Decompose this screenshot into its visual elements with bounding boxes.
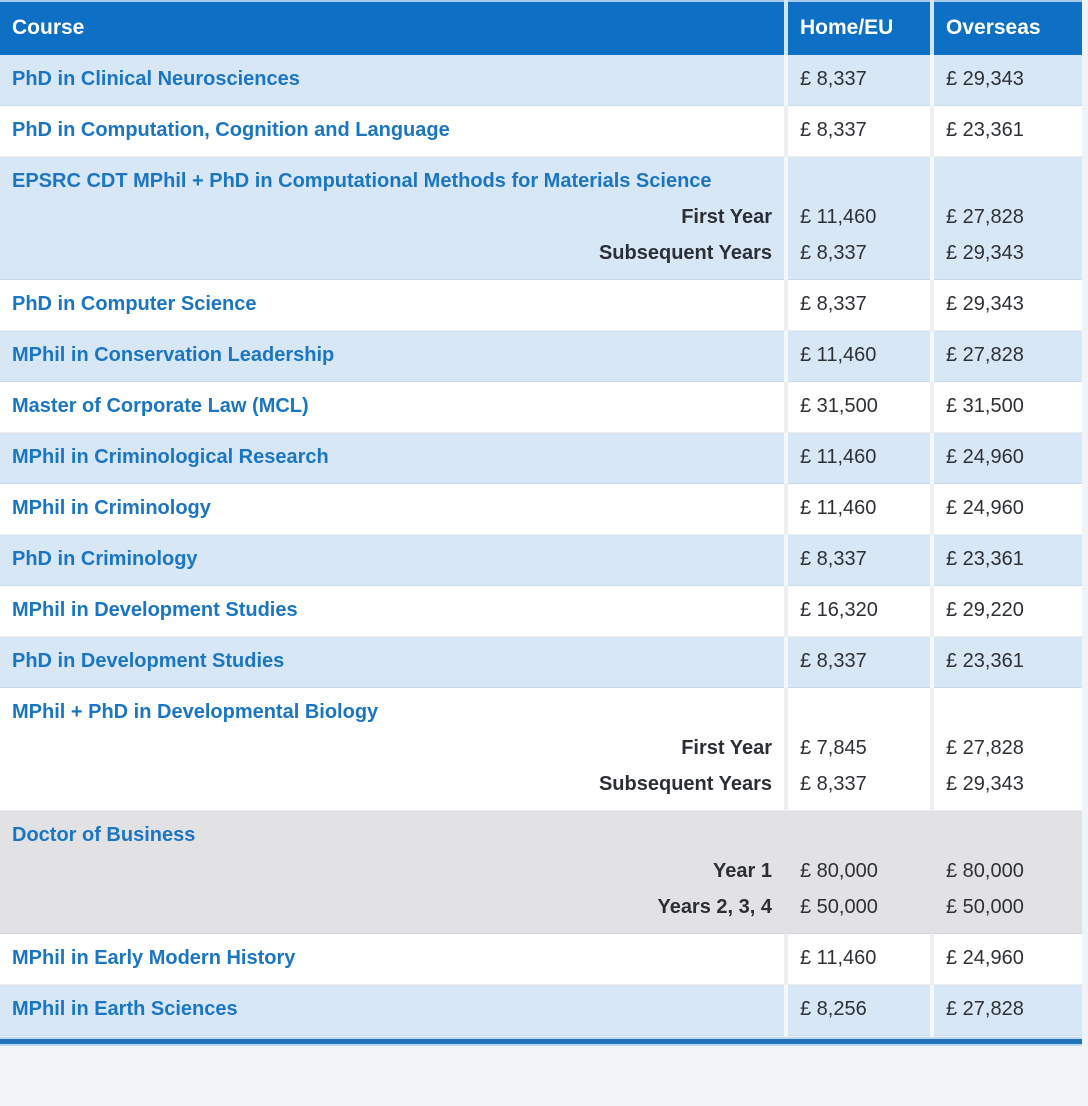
overseas-cell [932, 985, 1082, 1036]
overseas-cell [932, 106, 1082, 157]
subrow-label: Years 2, 3, 4 [657, 896, 772, 918]
course-link[interactable]: MPhil in Criminology [12, 497, 211, 519]
table-row [0, 934, 1082, 985]
overseas-cell [932, 637, 1082, 688]
home-eu-fee: £ 31,500 [800, 395, 878, 417]
home-eu-fee: £ 8,337 [800, 548, 867, 570]
overseas-fee: £ 27,828 [946, 206, 1024, 228]
table-header [0, 1, 1082, 55]
home-eu-fee: £ 11,460 [800, 344, 877, 366]
overseas-cell [932, 280, 1082, 331]
overseas-fee: £ 23,361 [946, 119, 1024, 141]
course-cell [0, 106, 786, 157]
home-eu-fee: £ 8,337 [800, 68, 867, 90]
home-eu-fee: £ 8,337 [800, 242, 867, 264]
overseas-cell [932, 535, 1082, 586]
home-eu-cell [786, 433, 932, 484]
overseas-fee: £ 23,361 [946, 548, 1024, 570]
overseas-fee: £ 29,343 [946, 293, 1024, 315]
overseas-fee: £ 27,828 [946, 737, 1024, 759]
overseas-fee: £ 29,220 [946, 599, 1024, 621]
overseas-fee: £ 24,960 [946, 446, 1024, 468]
table-row [0, 484, 1082, 535]
table-row [0, 55, 1082, 106]
home-eu-cell [786, 331, 932, 382]
course-cell [0, 811, 786, 934]
course-cell [0, 985, 786, 1036]
home-eu-fee: £ 50,000 [800, 896, 878, 918]
overseas-fee: £ 24,960 [946, 497, 1024, 519]
home-eu-fee: £ 11,460 [800, 497, 877, 519]
table-row [0, 331, 1082, 382]
home-eu-cell [786, 934, 932, 985]
overseas-fee: £ 24,960 [946, 947, 1024, 969]
table-row [0, 586, 1082, 637]
column-header-home-eu: Home/EU [786, 1, 932, 55]
course-link[interactable]: MPhil in Earth Sciences [12, 998, 238, 1020]
course-link[interactable]: MPhil + PhD in Developmental Biology [12, 701, 379, 723]
home-eu-cell [786, 688, 932, 811]
overseas-cell [932, 484, 1082, 535]
course-link[interactable]: MPhil in Early Modern History [12, 947, 296, 969]
course-link[interactable]: MPhil in Development Studies [12, 599, 298, 621]
column-header-overseas: Overseas [932, 1, 1082, 55]
overseas-cell [932, 586, 1082, 637]
home-eu-fee: £ 8,337 [800, 293, 867, 315]
subrow-label: First Year [681, 737, 772, 759]
table-row [0, 157, 1082, 280]
course-cell [0, 688, 786, 811]
course-link[interactable]: PhD in Computer Science [12, 293, 257, 315]
subrow-label: Subsequent Years [598, 242, 772, 264]
overseas-fee: £ 27,828 [946, 344, 1024, 366]
home-eu-fee: £ 80,000 [800, 860, 878, 882]
course-link[interactable]: MPhil in Conservation Leadership [12, 344, 335, 366]
home-eu-cell [786, 280, 932, 331]
overseas-fee: £ 80,000 [946, 860, 1024, 882]
course-link[interactable]: MPhil in Criminological Research [12, 446, 329, 468]
home-eu-fee: £ 7,845 [800, 737, 867, 759]
course-link[interactable]: PhD in Computation, Cognition and Language [12, 119, 450, 141]
home-eu-cell [786, 985, 932, 1036]
home-eu-fee: £ 11,460 [800, 446, 877, 468]
course-cell [0, 637, 786, 688]
home-eu-cell [786, 106, 932, 157]
overseas-fee: £ 29,343 [946, 773, 1024, 795]
overseas-cell [932, 433, 1082, 484]
table-row [0, 433, 1082, 484]
subrow-label: Subsequent Years [598, 773, 772, 795]
subrow-label: First Year [681, 206, 772, 228]
overseas-fee: £ 50,000 [946, 896, 1024, 918]
overseas-fee: £ 23,361 [946, 650, 1024, 672]
overseas-cell [932, 331, 1082, 382]
table-bottom-border [0, 1037, 1082, 1046]
course-cell [0, 55, 786, 106]
home-eu-cell [786, 637, 932, 688]
course-cell [0, 484, 786, 535]
course-cell [0, 331, 786, 382]
overseas-cell [932, 382, 1082, 433]
home-eu-fee: £ 8,337 [800, 119, 867, 141]
course-cell [0, 382, 786, 433]
table-row [0, 535, 1082, 586]
course-link[interactable]: PhD in Criminology [12, 548, 198, 570]
overseas-cell [932, 55, 1082, 106]
home-eu-fee: £ 8,337 [800, 650, 867, 672]
home-eu-fee: £ 8,256 [800, 998, 867, 1020]
overseas-fee: £ 29,343 [946, 68, 1024, 90]
overseas-cell [932, 157, 1082, 280]
overseas-cell [932, 811, 1082, 934]
home-eu-fee: £ 16,320 [800, 599, 878, 621]
course-link[interactable]: PhD in Clinical Neurosciences [12, 68, 300, 90]
home-eu-fee: £ 11,460 [800, 206, 877, 228]
home-eu-cell [786, 484, 932, 535]
course-cell [0, 934, 786, 985]
home-eu-fee: £ 11,460 [800, 947, 877, 969]
home-eu-fee: £ 8,337 [800, 773, 867, 795]
course-cell [0, 586, 786, 637]
table-row [0, 811, 1082, 934]
course-link[interactable]: PhD in Development Studies [12, 650, 285, 672]
overseas-fee: £ 31,500 [946, 395, 1024, 417]
overseas-cell [932, 934, 1082, 985]
table-row [0, 280, 1082, 331]
table-row [0, 106, 1082, 157]
column-header-course: Course [0, 1, 786, 55]
overseas-fee: £ 29,343 [946, 242, 1024, 264]
home-eu-cell [786, 157, 932, 280]
fees-table-body [0, 55, 1082, 1036]
overseas-cell [932, 688, 1082, 811]
course-link[interactable]: Doctor of Business [12, 824, 196, 846]
home-eu-cell [786, 811, 932, 934]
table-row [0, 382, 1082, 433]
home-eu-cell [786, 382, 932, 433]
table-row [0, 688, 1082, 811]
home-eu-cell [786, 535, 932, 586]
home-eu-cell [786, 55, 932, 106]
course-link[interactable]: Master of Corporate Law (MCL) [12, 395, 309, 417]
overseas-fee: £ 27,828 [946, 998, 1024, 1020]
home-eu-cell [786, 586, 932, 637]
subrow-label: Year 1 [713, 860, 772, 882]
table-row [0, 985, 1082, 1036]
course-link[interactable]: EPSRC CDT MPhil + PhD in Computational Methods for Materials Science [12, 170, 712, 192]
course-cell [0, 433, 786, 484]
table-row [0, 637, 1082, 688]
course-cell [0, 280, 786, 331]
course-cell [0, 157, 786, 280]
course-cell [0, 535, 786, 586]
